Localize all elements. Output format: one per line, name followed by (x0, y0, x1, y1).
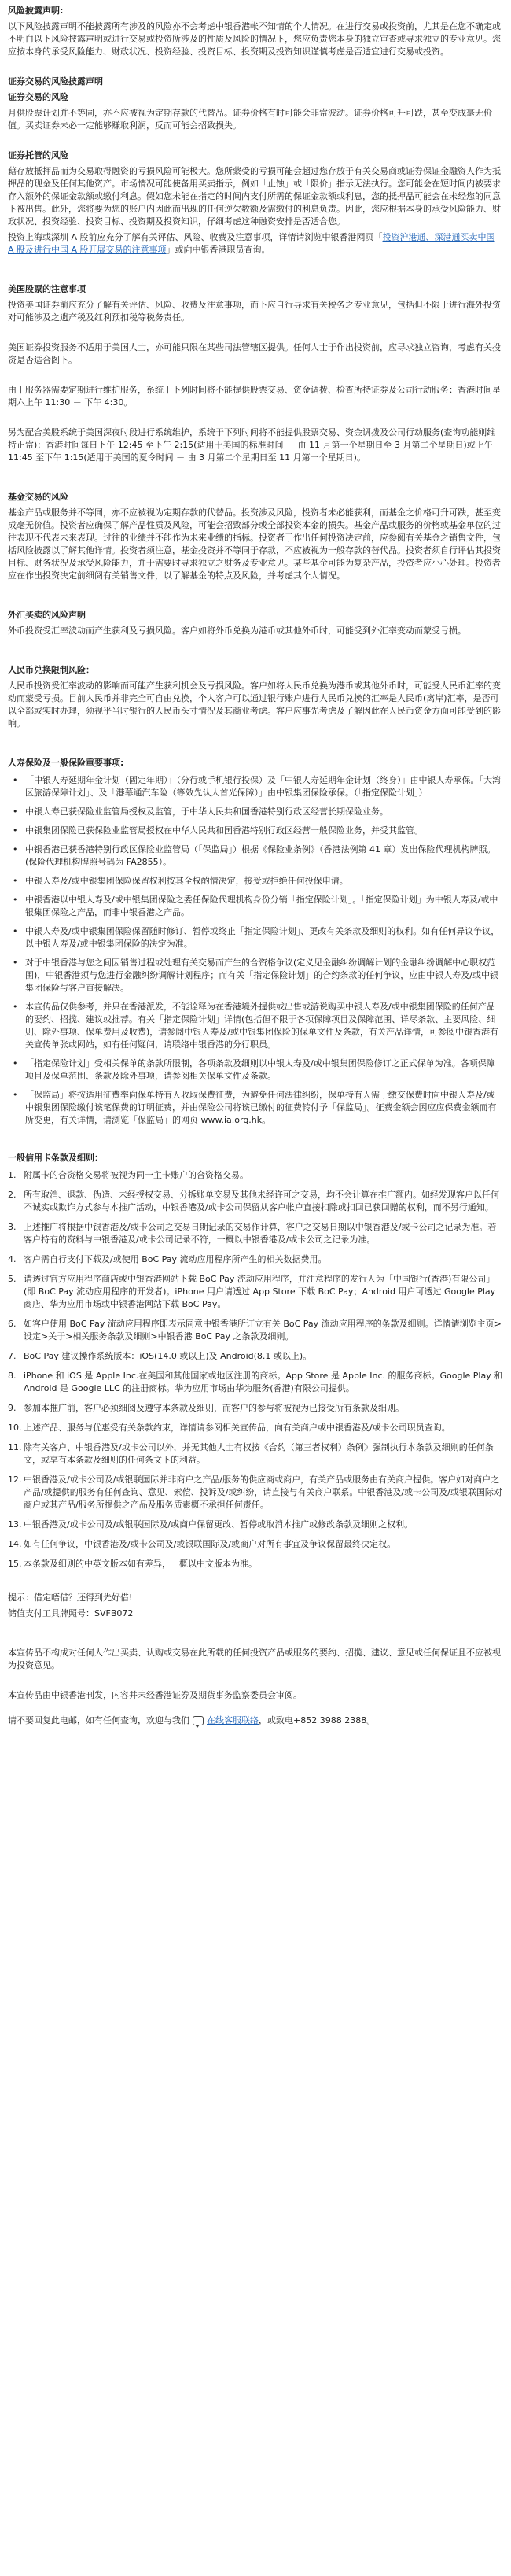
disclaimer-section (8, 1647, 503, 1702)
terms-item-text: 除有关客户、中银香港及/或卡公司以外，并无其他人士有权按《合约（第三者权利）条例》强制执行本条款及细则的任何条文，或享有本条款及细则的任何条文下的利益。 (24, 1442, 494, 1465)
terms-item-text: 上述产品、服务与优惠受有关条款约束，详情请参阅相关宣传品，向有关商户或中银香港及/或卡公司职员查询。 (24, 1423, 450, 1433)
terms-item: 2. 所有取消、退款、伪造、未经授权交易、分拆账单交易及其他未经许可之交易，均不会计算在推广额内。如经发现客户以任何不诚实或欺诈方式参与本推广活动，中银香港及/或卡公司保留从客户帐户直接扣除或扣回已获回赠的权利，而不另行通知。 (8, 1190, 499, 1212)
us-stocks-heading: 美国股票的注意事项 (8, 284, 86, 294)
chat-bubble-icon (193, 1716, 204, 1725)
risk-disclosure-section (8, 5, 503, 58)
securities-heading: 证券交易的风险披露声明 (8, 76, 103, 87)
us-stocks-p1: 投资美国证券前应充分了解有关评估、风险、收费及注意事项，而下应自行寻求有关税务之专业意见，包括但不限于进行海外投资对可能涉及之遗产税及红利预扣税等税务责任。 (8, 300, 501, 323)
online-chat-link[interactable]: 在线客服联络 (207, 1715, 259, 1725)
terms-item-text: 所有取消、退款、伪造、未经授权交易、分拆账单交易及其他未经许可之交易，均不会计算在推广额内。如经发现客户以任何不诚实或欺诈方式参与本推广活动，中银香港及/或卡公司保留从客户帐户直接扣除或扣回已获回赠的权利，而不另行通知。 (24, 1190, 499, 1212)
svf-license-number: 储值支付工具牌照号：SVFB072 (8, 1608, 134, 1618)
fx-text: 外币投资受汇率波动而产生获利及亏损风险。客户如将外币兑换为港币或其他外币时，可能受到外汇率变动而蒙受亏损。 (8, 626, 466, 636)
rmb-text: 人民币投资受汇率波动的影响而可能产生获利机会及亏损风险。客户如将人民币兑换为港币或其他外币时，可能受人民币汇率的变动而蒙受亏损。目前人民币并非完全可自由兑换，个人客户可以通过银行账户进行人民币兑换的汇率是人民币(离岸)汇率，是否可以全部或实时办理，须视乎当时银行的人民币头寸情况及其商业考虑。客户应事先考虑及了解因此在人民币资金方面可能受到的影响。 (8, 681, 501, 729)
borrowing-reminder: 提示：借定唔借？还得到先好借! (8, 1592, 133, 1603)
insurance-bullet: • 对于中银香港与您之间因销售过程或处理有关交易而产生的合资格争议(定义见金融纠纷调解计划的金融纠纷调解中心职权范围)，中银香港须与您进行金融纠纷调解计划程序；而有关「指定保险计划」的合约条款的任何争议，应由中银人寿及/或中银集团保险与客户直接解决。 (8, 957, 503, 995)
securities-risk-title: 证券交易的风险 (8, 92, 68, 102)
terms-item-text: 参加本推广前，客户必须细阅及遵守本条款及细则，而客户的参与将被视为已接受所有条款及细则。 (24, 1403, 404, 1413)
insurance-bullet: • 「指定保险计划」受相关保单的条款所限制，各项条款及细则以中银人寿及/或中银集团保险修订之正式保单为准。各项保障项目及保单范围、条款及除外事项，请参阅相关保单文件及条款。 (8, 1057, 503, 1083)
fx-section (8, 609, 503, 637)
us-stocks-section (8, 283, 503, 464)
funds-heading: 基金交易的风险 (8, 492, 68, 502)
risk-disclosure-heading: 风险披露声明: (8, 6, 64, 16)
insurance-bullet: • 中银人寿及/或中银集团保险保留随时修订、暂停或终止「指定保险计划」、更改有关条款及细则的权利。如有任何异议争议，以中银人寿及/或中银集团保险的决定为准。 (8, 925, 503, 950)
insurance-bullet: • 「中银人寿延期年金计划（固定年期）」（分行或手机银行投保）及「中银人寿延期年金计划（终身）」由中银人寿承保。「大湾区旅游保障计划」、及「港幕通汽车险（等效先认人首光保障）」由中银集团保险承保。（「指定保险计划」） (8, 774, 503, 799)
insurance-bullet: • 本宣传品仅供参考，并只在香港派发，不能诠释为在香港境外提供或出售或游说购买中银人寿及/或中银集团保险的任何产品的要约、招揽、建议或推荐。有关「指定保险计划」详情(包括但不限于各项保障项目及保障范围、详尽条款、主要风险、细则、除外事项、保单费用及收费)，请参阅中银人寿及/或中银集团保险的保单文件及条款，有关产品详情，可参阅中银香港有关宣传单张或网站，如有任何疑问，请联络中银香港的分行职员。 (8, 1001, 503, 1051)
a-share-note-suffix: 」或向中银香港职员查询。 (166, 245, 270, 255)
securities-risk-text: 月供股票计划并不等同，亦不应被视为定期存款的代替品。证券价格有时可能会非常波动。证券价格可升可跌，甚至变成毫无价值。买卖证券未必一定能够赚取利润，反而可能会招致损失。 (8, 108, 492, 131)
custody-risk-title: 证券托管的风险 (8, 150, 68, 161)
insurance-bullet: • 中银人寿已获保险业监管局授权及监管，于中华人民共和国香港特别行政区经营长期保险业务。 (8, 806, 503, 818)
terms-item: 13. 中银香港及/或卡公司及/或银联国际及/或商户保留更改、暂停或取消本推广或修改条款及细则之权利。 (8, 1519, 414, 1530)
rmb-heading: 人民币兑换限制风险： (8, 665, 94, 675)
terms-item: 9. 参加本推广前，客户必须细阅及遵守本条款及细则，而客户的参与将被视为已接受所有条款及细则。 (8, 1403, 404, 1413)
insurance-heading: 人寿保险及一般保险重要事项: (8, 758, 124, 768)
funds-section (8, 491, 503, 582)
terms-item: 10. 上述产品、服务与优惠受有关条款约束，详情请参阅相关宣传品，向有关商户或中银香港及/或卡公司职员查询。 (8, 1423, 450, 1433)
footer-suffix: ，或致电+852 3988 2388。 (259, 1715, 376, 1725)
us-stocks-p3: 由于服务器需要定期进行维护服务，系统于下列时间将不能提供股票交易、资金调拨、检查所持证券及公司行动服务：香港时间星期六上午 11:30 － 下午 4:30。 (8, 385, 501, 408)
terms-heading: 一般信用卡条款及细则： (8, 1153, 103, 1163)
terms-item: 15. 本条款及细则的中英文版本如有差异，一概以中文版本为准。 (8, 1559, 257, 1569)
insurance-section (8, 757, 503, 1127)
terms-item-text: 客户需自行支付下载及/或使用 BoC Pay 流动应用程序所产生的相关数据费用。 (24, 1254, 327, 1264)
us-stocks-p2: 美国证券投资服务不适用于美国人士，亦可能只限在某些司法管辖区提供。任何人士于作出投资前，应寻求独立咨询，考虑有关投资是否适合阁下。 (8, 342, 501, 365)
insurance-bullet: • 中银集团保险已获保险业监管局授权在中华人民共和国香港特别行政区经营一般保险业务，并受其监管。 (8, 825, 503, 837)
terms-item: 1. 附属卡的合资格交易将被视为同一主卡账户的合资格交易。 (8, 1170, 248, 1180)
terms-item-text: 中银香港及/或卡公司及/或银联国际及/或商户保留更改、暂停或取消本推广或修改条款及细则之权利。 (24, 1519, 414, 1530)
terms-item-text: 如有任何争议，中银香港及/或卡公司及/或银联国际及/或商户对所有事宜及争议保留最终决定权。 (24, 1539, 396, 1549)
terms-item-text: 如客户使用 BoC Pay 流动应用程序即表示同意中银香港所订立有关 BoC Pay 流动应用程序的条款及细则。详情请浏览主页>设定>关于>相关服务条款及细则>中银香港 BoC Pay 之条款及细则。 (24, 1319, 502, 1342)
terms-item-text: 本条款及细则的中英文版本如有差异，一概以中文版本为准。 (24, 1559, 257, 1569)
terms-item: 4. 客户需自行支付下载及/或使用 BoC Pay 流动应用程序所产生的相关数据费用。 (8, 1254, 327, 1264)
insurance-bullet-list (8, 774, 503, 1127)
footer-contact (8, 1714, 503, 1727)
terms-item: 14. 如有任何争议，中银香港及/或卡公司及/或银联国际及/或商户对所有事宜及争议保留最终决定权。 (8, 1539, 396, 1549)
terms-item: 5. 请透过官方应用程序商店或中银香港网站下载 BoC Pay 流动应用程序，并注意程序的发行人为「中国银行(香港)有限公司」(即 BoC Pay 流动应用程序的开发者)。iPhone 用户请透过 App Store 下载 BoC Pay；Android 用户可透过 Google Play 商店、华为应用市场或中银香港网站下载 BoC Pay。 (8, 1274, 496, 1309)
us-stocks-p4: 另为配合美股系统于美国深夜时段进行系统维护，系统于下列时间将不能提供股票交易、资金调拨及公司行动服务(查询功能则维持正常)：香港时间每日下午 12:45 至下午 2:15(适用于美国的标准时间 － 由 11 月第一个星期日至 3 月第二个星期日)或上午 11:45 至下午 1:15(适用于美国的夏令时间 － 由 3 月第二个星期日至 11 月第一个星期日)。 (8, 427, 496, 463)
a-share-notice-link[interactable]: 投资沪港通、深港通买卖中国 A 股及进行中国 A 股开展交易的注意事项 (8, 232, 495, 255)
disclaimer-p2: 本宣传品由中银香港刊发，内容并未经香港证券及期货事务监察委员会审阅。 (8, 1690, 302, 1700)
terms-item-text: 附属卡的合资格交易将被视为同一主卡账户的合资格交易。 (24, 1170, 248, 1180)
funds-text: 基金产品或服务并不等同，亦不应被视为定期存款的代替品。投资涉及风险，投资者未必能获利，而基金之价格可升可跌，甚至变成毫无价值。投资者应确保了解产品性质及风险，可能会招致部分或全部投资本金的损失。基金产品或服务的价格或基金单位的过往表现不代表未来表现。过往的业绩并不能作为未来业绩的指标。投资者于作出任何投资决定前，应参阅有关基金之销售文件，包括风险披露以了解其他详情。投资者须注意，基金投资并不等同于存款，不应被视为一般存款的替代品。投资者须自行评估其投资目标、财务状况及承受风险能力，并于需要时寻求独立之财务及专业意见。某些基金可能为复杂产品，投资者应小心处理。投资者应在作出投资决定前细阅有关销售文件，以了解基金的特点及风险，并考虑其个人情况。 (8, 507, 501, 581)
terms-item-text: 请透过官方应用程序商店或中银香港网站下载 BoC Pay 流动应用程序，并注意程序的发行人为「中国银行(香港)有限公司」(即 BoC Pay 流动应用程序的开发者)。iPhone 用户请透过 App Store 下载 BoC Pay；Android 用户可透过 Google Play 商店、华为应用市场或中银香港网站下载 BoC Pay。 (24, 1274, 496, 1309)
terms-item: 12. 中银香港及/或卡公司及/或银联国际并非商户之产品/服务的供应商或商户，有关产品或服务由有关商户提供。客户如对商户之产品/或提供的服务有任何查询、意见、索偿、投诉及/或纠纷，请直接与有关商户联系。中银香港及/或卡公司及/或银联国际对商户或其产品/服务所提供之产品及服务质素概不承担任何责任。 (8, 1474, 502, 1510)
rmb-section (8, 664, 503, 730)
risk-disclosure-intro: 以下风险披露声明不能披露所有涉及的风险亦不会考虑中银香港帐不知情的个人情况。在进行交易或投资前，尤其是在您不确定或不明白以下风险披露声明或进行交易或投资所涉及的性质及风险的情况下，您应负责您本身的独立审查或寻求独立的专业意见。您应按本身的承受风险能力、财政状况、投资经验、投资目标、投资期及投资知识谨慎考虑是否适宜进行交易或投资。 (8, 21, 501, 57)
fx-heading: 外汇买卖的风险声明 (8, 610, 86, 620)
terms-item-text: 中银香港及/或卡公司及/或银联国际并非商户之产品/服务的供应商或商户，有关产品或服务由有关商户提供。客户如对商户之产品/或提供的服务有任何查询、意见、索偿、投诉及/或纠纷，请直接与有关商户联系。中银香港及/或卡公司及/或银联国际对商户或其产品/服务所提供之产品及服务质素概不承担任何责任。 (24, 1474, 502, 1510)
footer-prefix: 请不要回复此电邮，如有任何查询，欢迎与我们 (8, 1715, 189, 1725)
terms-item: 11. 除有关客户、中银香港及/或卡公司以外，并无其他人士有权按《合约（第三者权利）条例》强制执行本条款及细则的任何条文，或享有本条款及细则的任何条文下的利益。 (8, 1442, 494, 1465)
terms-item: 7. BoC Pay 建议操作系统版本：iOS(14.0 或以上)及 Android(8.1 或以上)。 (8, 1351, 312, 1361)
terms-item: 8. iPhone 和 iOS 是 Apple Inc.在美国和其他国家或地区注册的商标。App Store 是 Apple Inc. 的服务商标。Google Play 和 Android 是 Google LLC 的注册商标。华为应用市场由华为服务(香港)有限公司提供。 (8, 1371, 503, 1393)
terms-item: 6. 如客户使用 BoC Pay 流动应用程序即表示同意中银香港所订立有关 BoC Pay 流动应用程序的条款及细则。详情请浏览主页>设定>关于>相关服务条款及细则>中银香港 BoC Pay 之条款及细则。 (8, 1319, 502, 1342)
insurance-bullet: • 中银人寿及/或中银集团保险保留权利按其全权酌情决定，接受或拒绝任何投保申请。 (8, 875, 503, 888)
terms-item-text: iPhone 和 iOS 是 Apple Inc.在美国和其他国家或地区注册的商标。App Store 是 Apple Inc. 的服务商标。Google Play 和 Android 是 Google LLC 的注册商标。华为应用市场由华为服务(香港)有限公司提供。 (24, 1371, 503, 1393)
insurance-bullet: • 中银香港以中银人寿及/或中银集团保险之委任保险代理机构身份分销「指定保险计划」。「指定保险计划」为中银人寿及/或中银集团保险之产品，而非中银香港之产品。 (8, 894, 503, 919)
terms-list (8, 1169, 503, 1570)
disclaimer-p1: 本宣传品不构成对任何人作出买卖、认购或交易在此所载的任何投资产品或服务的要约、招揽、建议、意见或任何保证且不应被视为投资意见。 (8, 1648, 501, 1670)
terms-item-text: 上述推广将根据中银香港及/或卡公司之交易日期记录的交易作计算，客户之交易日期以中银香港及/或卡公司之记录为准。若客户持有的资料与中银香港及/或卡公司记录不符，一概以中银香港及/或卡公司之记录为准。 (24, 1222, 497, 1245)
insurance-bullet: • 中银香港已获香港特别行政区保险业监管局（「保监局」）根据《保险业条例》（香港法例第 41 章）发出保险代理机构牌照。(保险代理机构牌照号码为 FA2855）。 (8, 843, 503, 869)
terms-section (8, 1152, 503, 1570)
insurance-bullet: • 「保监局」将按适用征费率向保单持有人收取保费征费，为避免任何法律纠纷，保单持有人需于缴交保费时向中银人寿及/或中银集团保险缴付该笔保费的订明征费，并由保险公司将该已缴付的征费转付予「保监局」。征费金额会因应应保费金额而有所变更，有关详情，请浏览「保监局」的网页 www.ia.org.hk。 (8, 1089, 503, 1127)
terms-item: 3. 上述推广将根据中银香港及/或卡公司之交易日期记录的交易作计算，客户之交易日期以中银香港及/或卡公司之记录为准。若客户持有的资料与中银香港及/或卡公司记录不符，一概以中银香港及/或卡公司之记录为准。 (8, 1222, 497, 1245)
a-share-note (8, 231, 503, 256)
securities-section (8, 76, 503, 256)
reminder-section (8, 1592, 503, 1620)
terms-item-text: BoC Pay 建议操作系统版本：iOS(14.0 或以上)及 Android(8.1 或以上)。 (24, 1351, 312, 1361)
custody-risk-text: 藉存放抵押品而为交易取得融资的亏损风险可能极大。您所蒙受的亏损可能会超过您存放于有关交易商或证券保证金融资人作为抵押品的现金及任何其他资产。市场情况可能使备用买卖指示，例如「止蚀」或「限价」指示无法执行。您可能会在短时间内被要求存入额外的保证金款额或缴付利息。假如您未能在指定的时间内支付所需的保证金款额或利息，您的抵押品可能会在未经您的同意下被出售。此外，您将要为您的账户内因此而出现的任何逆欠数额及需缴付的利息负责。因此，您应根据本身的承受风险能力、财政状况、投资经验、投资目标、投资期及投资知识，仔细考虑这种融资安排是否适合您。 (8, 166, 501, 227)
a-share-note-prefix: 投资上海或深圳 A 股前应充分了解有关评估、风险、收费及注意事项，详情请浏览中银香港网页「 (8, 232, 383, 242)
